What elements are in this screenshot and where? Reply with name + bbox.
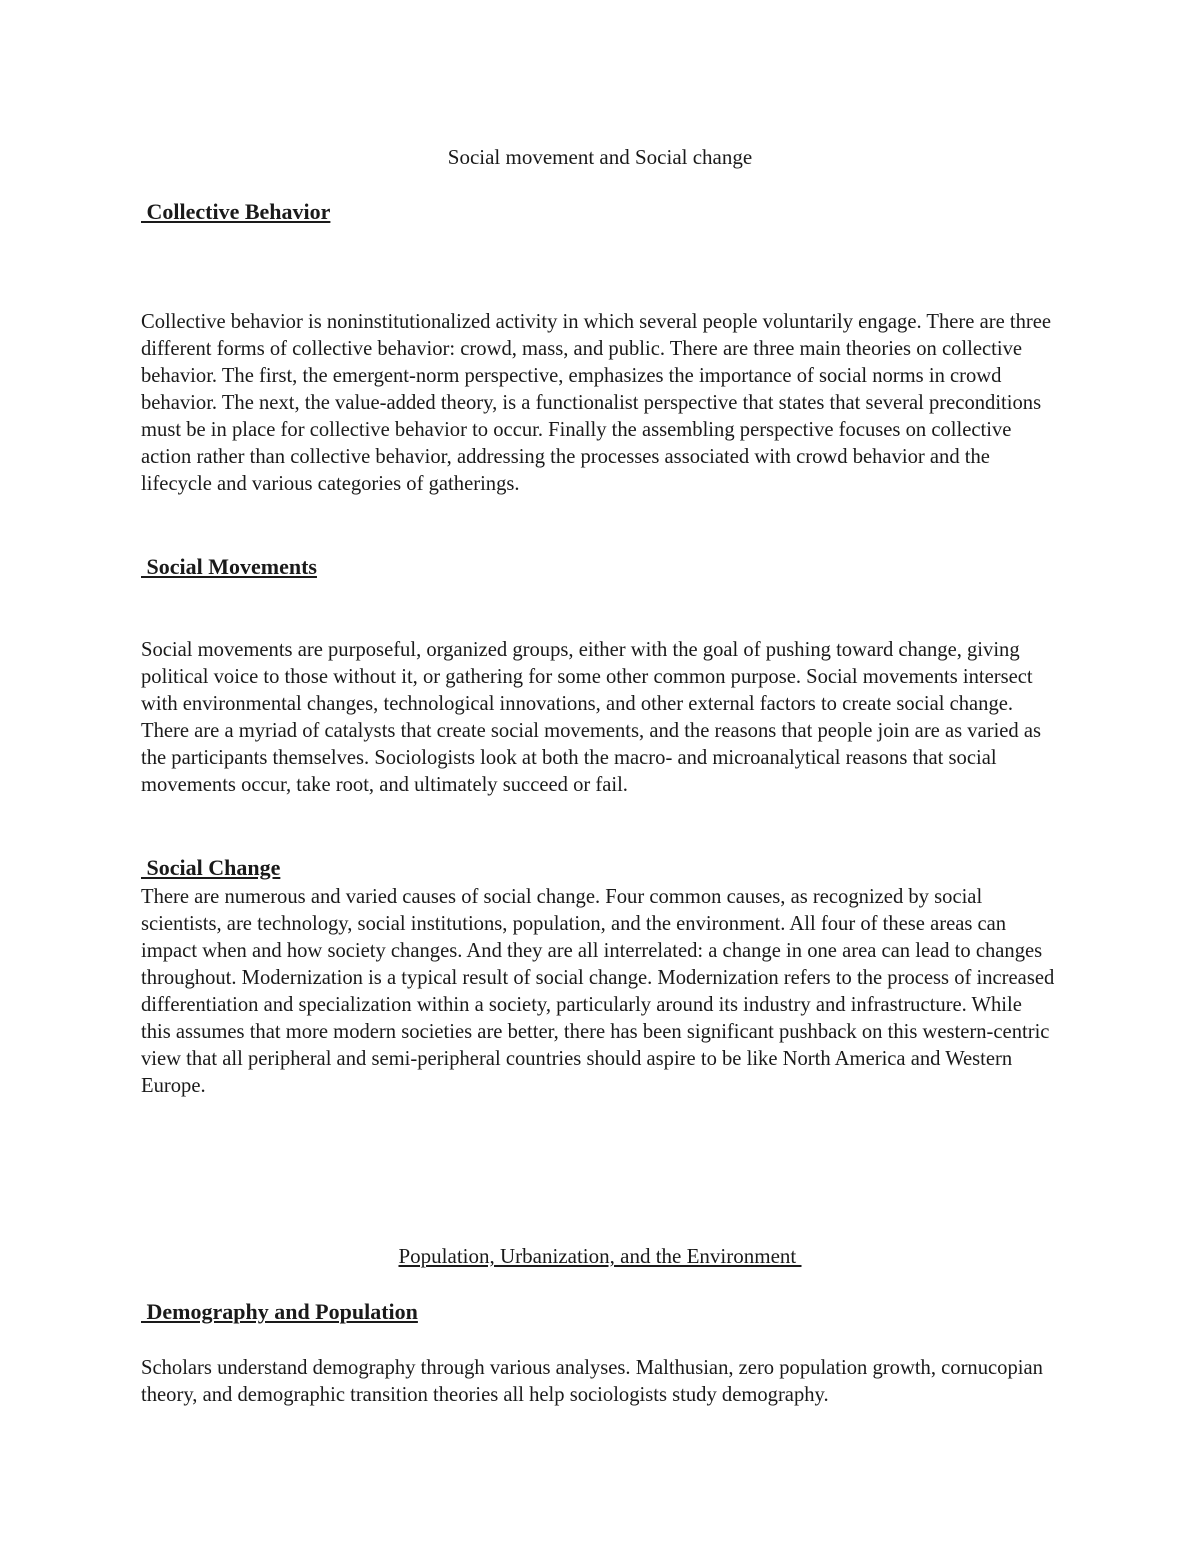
subtitle-text: Population, Urbanization, and the Environment bbox=[398, 1244, 802, 1268]
paragraph-demography-population: Scholars understand demography through various analyses. Malthusian, zero population growth, cornucopian theory, and demographic transition theories all help sociologists study demography. bbox=[141, 1357, 1043, 1406]
heading-demography-population: Demography and Population bbox=[141, 1299, 418, 1324]
paragraph-social-change: There are numerous and varied causes of social change. Four common causes, as recognized by social scientists, are technology, social institutions, population, and the environment. All four of these areas can impact when and how society changes. And they are all interrelated: a change in one area can lead to changes throughout. Modernization is a typical result of social change. Modernization refers to the process of increased differentiation and specialization within a society, particularly around its industry and infrastructure. While this assumes that more modern societies are better, there has been significant pushback on this western-centric view that all peripheral and semi-peripheral countries should aspire to be like North America and Western Europe. bbox=[141, 886, 1055, 1097]
heading-social-movements: Social Movements bbox=[141, 554, 317, 579]
paragraph-collective-behavior: Collective behavior is noninstitutionalized activity in which several people voluntarily engage. There are three different forms of collective behavior: crowd, mass, and public. There are three main theories on collective behavior. The first, the emergent-norm perspective, emphasizes the importance of social norms in crowd behavior. The next, the value-added theory, is a functionalist perspective that states that several preconditions must be in place for collective behavior to occur. Finally the assembling perspective focuses on collective action rather than collective behavior, addressing the processes associated with crowd behavior and the lifecycle and various categories of gatherings. bbox=[141, 311, 1052, 495]
heading-social-change: Social Change bbox=[141, 855, 281, 880]
paragraph-social-movements: Social movements are purposeful, organized groups, either with the goal of pushing toward change, giving political voice to those without it, or gathering for some other common purpose. Social movements intersect with environmental changes, technological innovations, and other external factors to create social change. There are a myriad of catalysts that create social movements, and the reasons that people join are as varied as the participants themselves. Sociologists look at both the macro- and microanalytical reasons that social movements occur, take root, and ultimately succeed or fail. bbox=[141, 639, 1042, 796]
page-title: Social movement and Social change bbox=[447, 145, 753, 169]
heading-collective-behavior: Collective Behavior bbox=[141, 199, 331, 224]
section-subtitle bbox=[0, 1243, 1200, 1269]
